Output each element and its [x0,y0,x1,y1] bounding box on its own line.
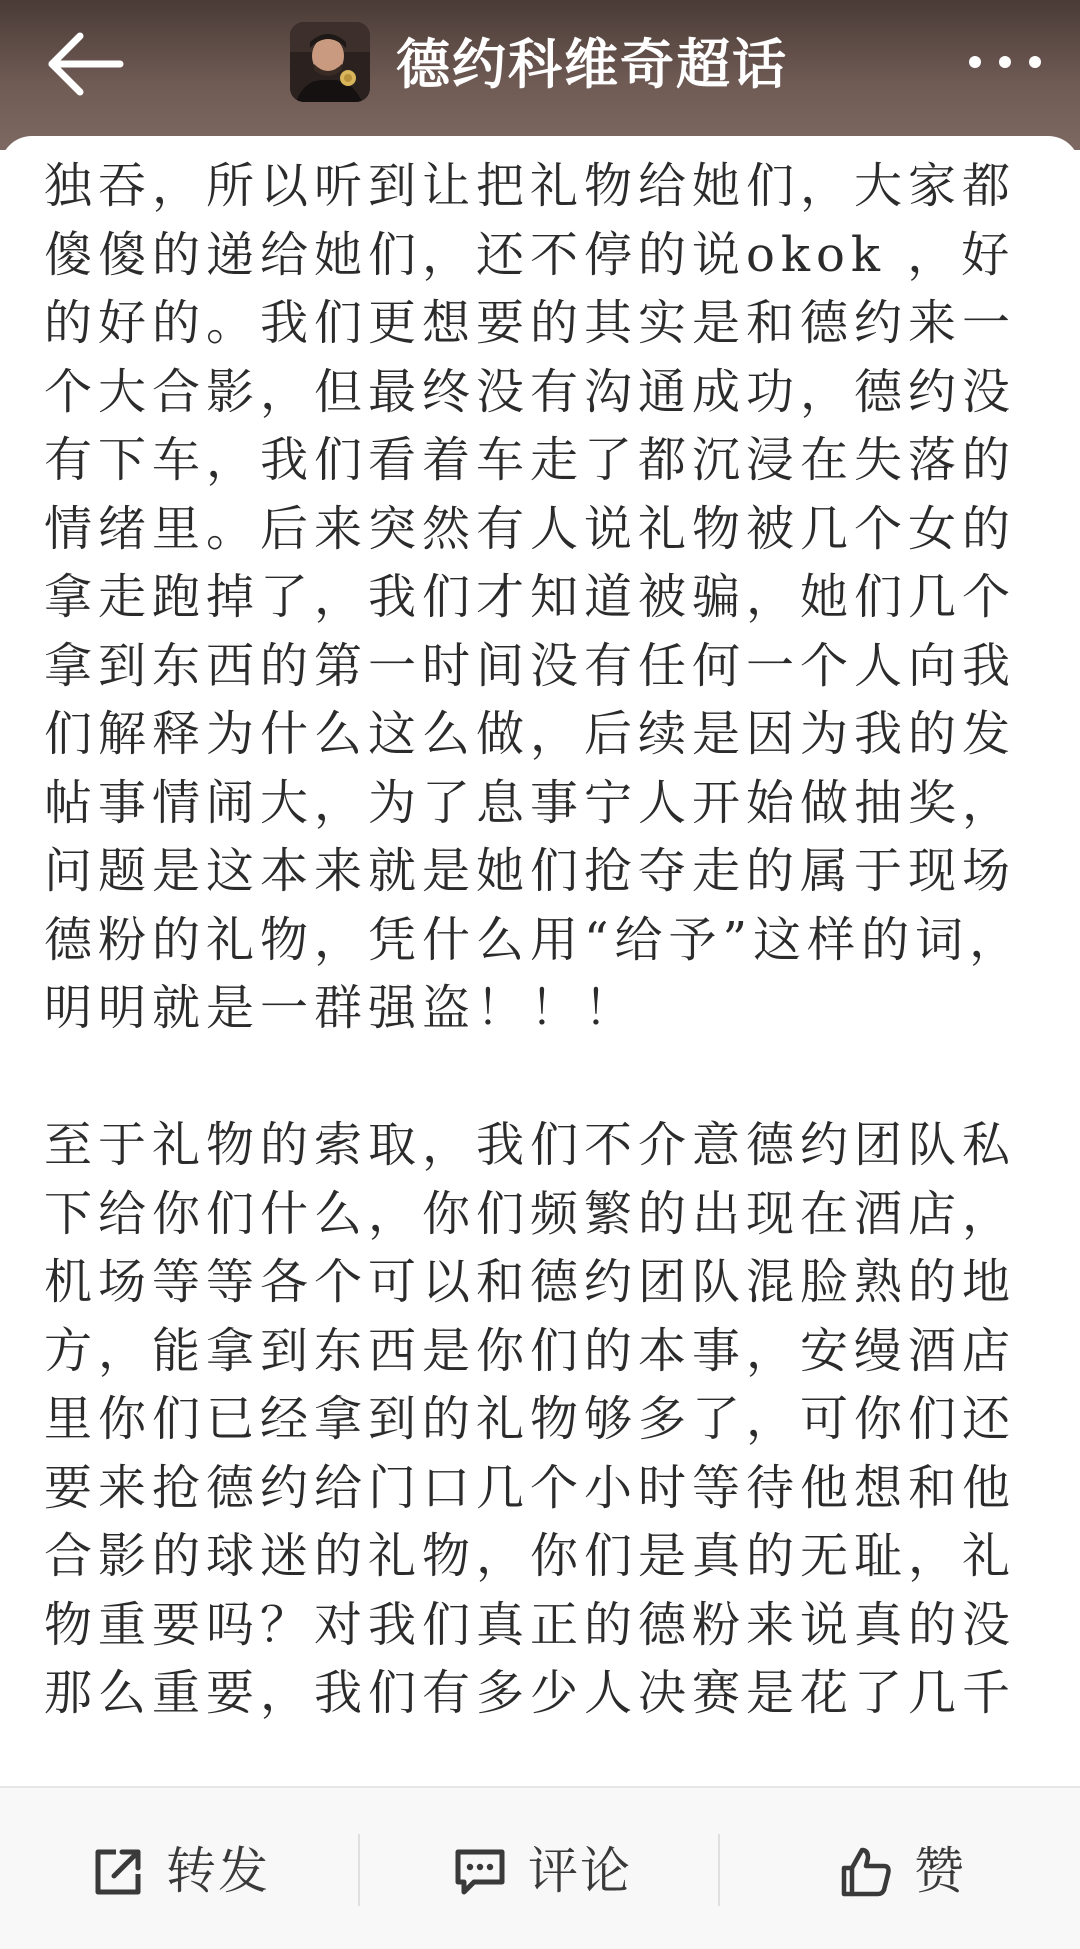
like-label: 赞 [914,1842,966,1900]
comment-icon [452,1844,508,1900]
repost-button[interactable] [0,1788,360,1949]
post-content [44,152,1054,1728]
more-options-button[interactable] [960,42,1050,82]
top-nav-bar [0,0,1080,150]
comment-button[interactable] [360,1788,720,1949]
post-paragraph: 至于礼物的索取，我们不介意德约团队私下给你们什么，你们频繁的出现在酒店，机场等等各个可以和德约团队混脸熟的地方，能拿到东西是你们的本事，安缦酒店里你们已经拿到的礼物够多了，可你们还要来抢德约给门口几个小时等待他想和他合影的球迷的礼物，你们是真的无耻，礼物重要吗？对我们真正的德粉来说真的没那么重要，我们有多少人决赛是花了几千 [44,1117,1017,1721]
avatar-photo-icon [290,22,370,102]
bottom-action-bar [0,1786,1080,1949]
back-arrow-icon [40,24,130,104]
more-dots-icon [960,42,1050,82]
back-button[interactable] [40,24,130,104]
like-button[interactable] [720,1788,1080,1949]
comment-label: 评论 [528,1842,632,1900]
paragraph-spacer [44,1043,1054,1112]
thumbs-up-icon [838,1844,894,1900]
post-card [0,136,1080,1786]
repost-label: 转发 [166,1842,270,1900]
post-paragraph: 独吞，所以听到让把礼物给她们，大家都傻傻的递给她们，还不停的说okok ，好的好的。我们更想要的其实是和德约来一个大合影，但最终没有沟通成功，德约没有下车，我们看着车走了都沉浸在失落的情绪里。后来突然有人说礼物被几个女的拿走跑掉了，我们才知道被骗，她们几个拿到东西的第一时间没有任何一个人向我们解释为什么这么做，后续是因为我的发帖事情闹大，为了息事宁人开始做抽奖，问题是这本来就是她们抢夺走的属于现场德粉的礼物，凭什么用“给予”这样的词，明明就是一群强盗！！！ [44,158,1024,1036]
page-title: 德约科维奇超话 [396,33,788,96]
avatar[interactable] [290,22,370,102]
share-icon [90,1844,146,1900]
